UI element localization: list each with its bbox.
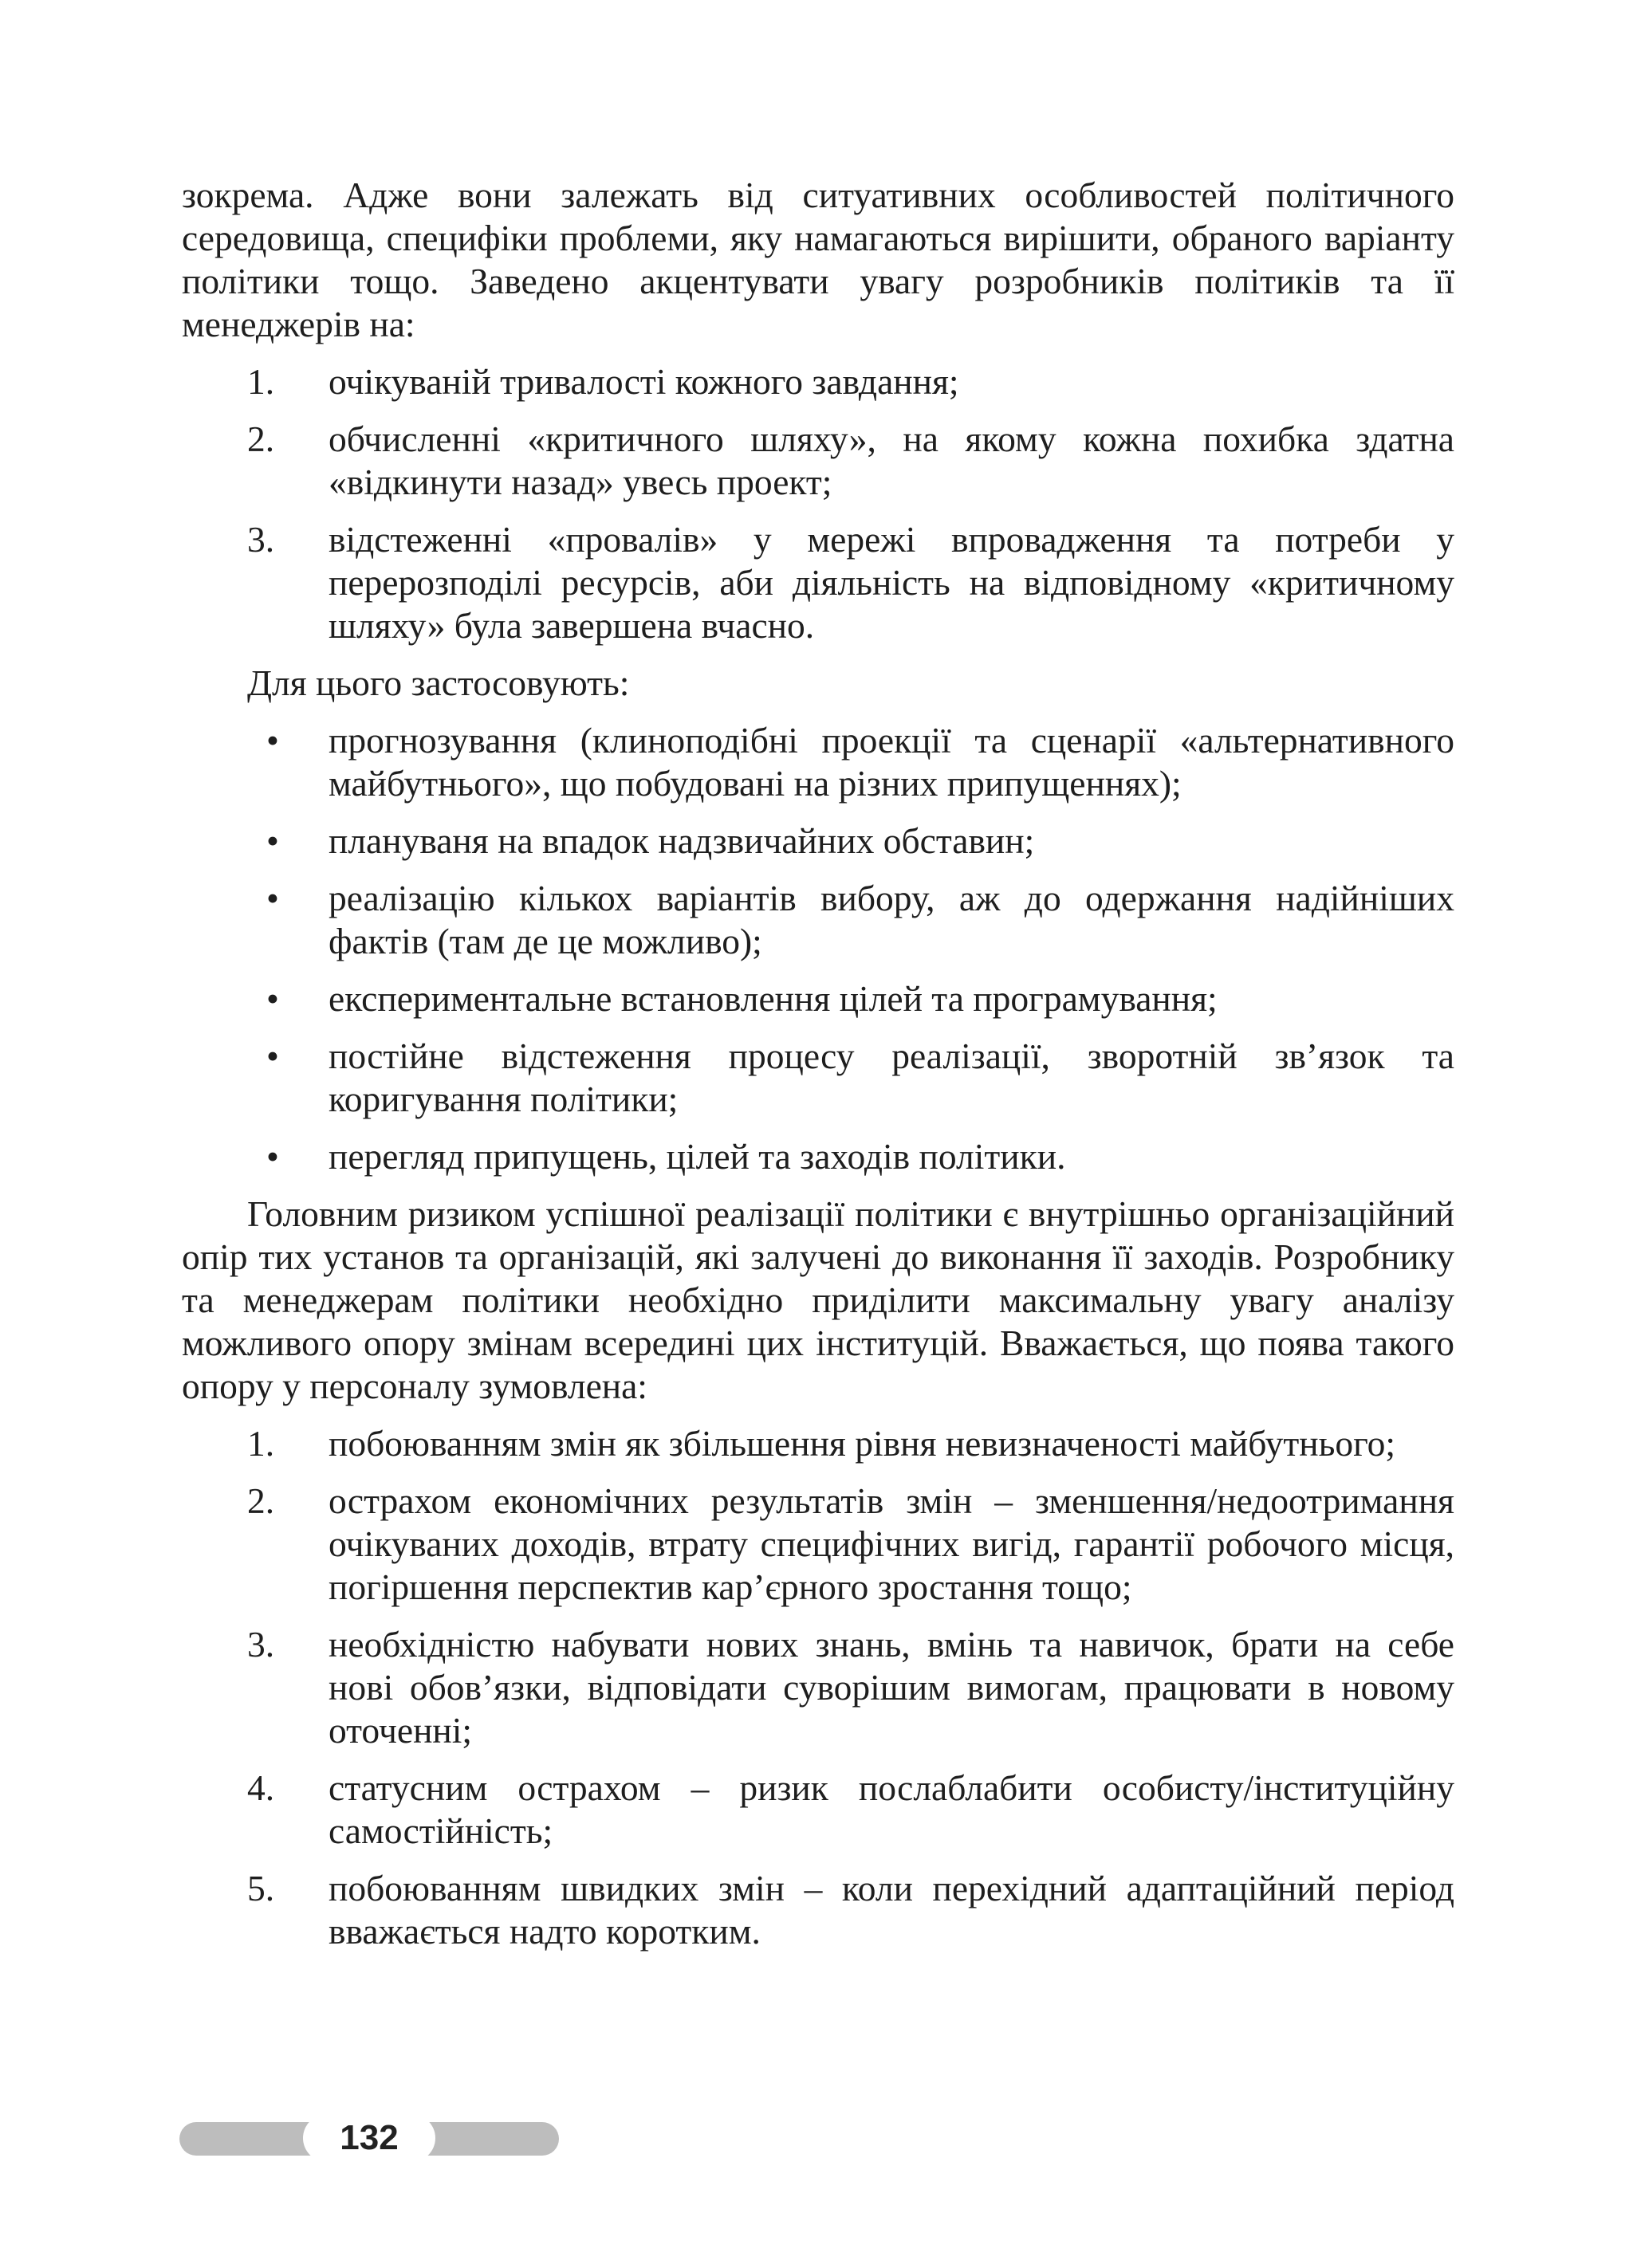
bullet-icon: • <box>266 820 279 861</box>
page-number: 132 <box>303 2114 435 2162</box>
list-item <box>182 820 1454 863</box>
list-number: 1. <box>247 361 275 402</box>
list-item-text: необхідністю набувати нових знань, вмінь та навичок, брати на себе нові обов’язки, відповідати суворішим вимогам, працювати в новому оточенні; <box>329 1624 1454 1751</box>
list-item-text: статусним острахом – ризик послаблабити особисту/інституційну самостійність; <box>329 1767 1454 1851</box>
list-item <box>182 418 1454 504</box>
bullet-list <box>182 719 1454 1178</box>
list-number: 4. <box>247 1767 275 1808</box>
list-item-text: плануваня на впадок надзвичайних обставин; <box>329 820 1035 861</box>
list-item-text: очікуваній тривалості кожного завдання; <box>329 361 959 402</box>
bullet-icon: • <box>266 1036 279 1076</box>
list-item <box>182 1422 1454 1465</box>
intro-line: Для цього застосовують: <box>247 662 630 703</box>
list-item <box>182 977 1454 1020</box>
list-item <box>182 360 1454 403</box>
numbered-list-2 <box>182 1422 1454 1953</box>
paragraph-1: зокрема. Адже вони залежать від ситуативних особливостей політичного середовища, специфіки проблеми, яку намагаються вирішити, обраного варіанту політики тощо. Заведено акцентувати увагу розробників політиків та її менеджерів на: <box>182 175 1454 344</box>
list-number: 2. <box>247 1480 275 1521</box>
list-item-text: острахом економічних результатів змін – зменшення/недоотримання очікуваних доходів, втрату специфічних вигід, гарантії робочого місця, погіршення перспектив кар’єрного зростання тощо; <box>329 1480 1454 1607</box>
list-item <box>182 1135 1454 1178</box>
list-number: 5. <box>247 1868 275 1908</box>
list-item <box>182 877 1454 963</box>
list-item-text: обчисленні «критичного шляху», на якому кожна похибка здатна «відкинути назад» увесь проект; <box>329 419 1454 502</box>
list-item-text: постійне відстеження процесу реалізації, зворотній зв’язок та коригування політики; <box>329 1036 1454 1119</box>
list-item <box>182 1867 1454 1953</box>
list-item <box>182 1767 1454 1853</box>
bullet-icon: • <box>266 1136 279 1177</box>
list-item-text: реалізацію кількох варіантів вибору, аж до одержання надійніших фактів (там де це можливо); <box>329 878 1454 961</box>
numbered-list-1 <box>182 360 1454 647</box>
list-item-text: перегляд припущень, цілей та заходів політики. <box>329 1136 1066 1177</box>
list-item <box>182 1480 1454 1609</box>
list-number: 3. <box>247 1624 275 1665</box>
list-item-text: експериментальне встановлення цілей та програмування; <box>329 978 1218 1019</box>
list-item <box>182 1035 1454 1121</box>
list-item-text: відстеженні «провалів» у мережі впровадження та потреби у перерозподілі ресурсів, аби діяльність на відповідному «критичному шляху» була завершена вчасно. <box>329 519 1454 646</box>
text-body <box>182 174 1454 1967</box>
list-number: 1. <box>247 1423 275 1464</box>
bullet-icon: • <box>266 878 279 918</box>
list-item-text: побоюванням змін як збільшення рівня невизначеності майбутнього; <box>329 1423 1396 1464</box>
bullet-icon: • <box>266 978 279 1019</box>
list-item <box>182 1623 1454 1752</box>
paragraph-2: Головним ризиком успішної реалізації політики є внутрішньо організаційний опір тих установ та організацій, які залучені до виконання її заходів. Розробнику та менеджерам політики необхідно приділити максимальну увагу аналізу можливого опору змінам всередині цих інституцій. Вважається, що поява такого опору у персоналу зумовлена: <box>182 1193 1454 1406</box>
list-item-text: прогнозування (клиноподібні проекції та сценарії «альтернативного майбутнього», що побудовані на різних припущеннях); <box>329 720 1454 804</box>
page-footer <box>179 2114 559 2162</box>
list-number: 3. <box>247 519 275 560</box>
list-number: 2. <box>247 419 275 459</box>
list-item <box>182 719 1454 805</box>
list-item-text: побоюванням швидких змін – коли перехідний адаптаційний період вважається надто коротким. <box>329 1868 1454 1952</box>
list-item <box>182 518 1454 647</box>
bullet-icon: • <box>266 720 279 761</box>
